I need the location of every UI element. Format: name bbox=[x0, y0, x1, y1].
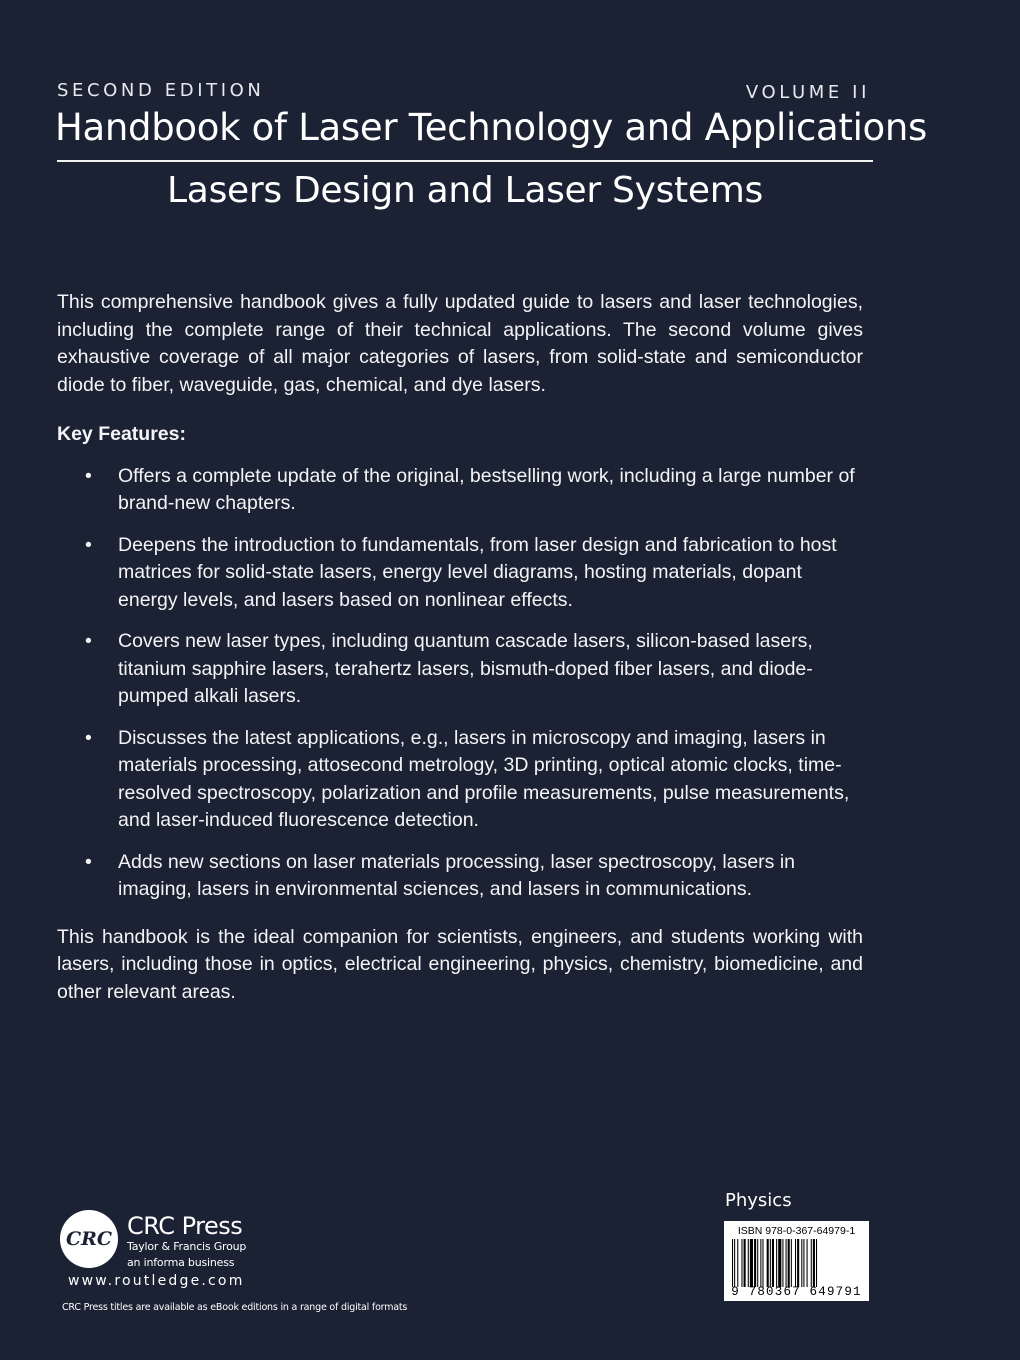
key-features-list bbox=[57, 463, 863, 904]
description-paragraph: This comprehensive handbook gives a fully updated guide to lasers and laser technologies, including the complete range of their technical applications. The second volume gives exhaustive coverage of all major categories of lasers, from solid-state and semiconductor diode to fiber, waveguide, gas, chemical, and dye lasers. bbox=[57, 291, 863, 396]
barcode-bar bbox=[772, 1239, 774, 1287]
barcode-bar bbox=[748, 1239, 749, 1287]
edition-label: SECOND EDITION bbox=[57, 80, 265, 101]
barcode-bar bbox=[795, 1239, 796, 1287]
barcode-bar bbox=[754, 1239, 756, 1287]
crc-logo-icon: CRC bbox=[60, 1210, 118, 1268]
barcode-bar bbox=[760, 1239, 761, 1287]
list-item bbox=[57, 628, 863, 711]
bullet-icon: • bbox=[85, 464, 92, 487]
feature-text: Offers a complete update of the original, bestselling work, including a large number of brand-new chapters. bbox=[118, 464, 855, 514]
blurb bbox=[57, 289, 863, 1006]
barcode-bar bbox=[757, 1239, 758, 1287]
barcode-bar bbox=[801, 1239, 802, 1287]
list-item bbox=[57, 849, 863, 904]
barcode-digits: 9 780367 649791 bbox=[731, 1285, 862, 1299]
book-title: Handbook of Laser Technology and Applications bbox=[55, 106, 928, 149]
barcode-bar bbox=[816, 1239, 817, 1287]
publisher-name: CRC Press bbox=[127, 1212, 243, 1240]
barcode-bars-icon bbox=[730, 1239, 863, 1287]
bullet-icon: • bbox=[85, 630, 92, 652]
barcode-bar bbox=[737, 1239, 738, 1287]
barcode-bar bbox=[791, 1239, 792, 1287]
ebook-note: CRC Press titles are available as eBook editions in a range of digital formats bbox=[62, 1302, 408, 1313]
barcode-bar bbox=[778, 1239, 781, 1287]
barcode-bar bbox=[741, 1239, 742, 1287]
bullet-icon: • bbox=[85, 533, 92, 556]
volume-label: VOLUME II bbox=[745, 82, 870, 103]
barcode-bar bbox=[750, 1239, 753, 1287]
list-item bbox=[57, 725, 863, 835]
feature-text: Adds new sections on laser materials processing, laser spectroscopy, lasers in imaging, lasers in environmental sciences, and lasers in communications. bbox=[118, 850, 796, 900]
feature-text: Discusses the latest applications, e.g., lasers in microscopy and imaging, lasers in materials processing, attosecond metrology, 3D printing, optical atomic clocks, time-resolved spectroscopy, polarization and profile measurements, pulse measurements, and laser-induced fluorescence detection. bbox=[118, 726, 850, 831]
barcode-bar bbox=[732, 1239, 733, 1287]
key-features-heading: Key Features: bbox=[57, 423, 186, 445]
list-item bbox=[57, 532, 863, 615]
list-item bbox=[57, 463, 863, 518]
bullet-icon: • bbox=[85, 850, 92, 873]
subject-category: Physics bbox=[725, 1190, 792, 1211]
barcode-bar bbox=[786, 1239, 787, 1287]
barcode-bar bbox=[797, 1239, 799, 1287]
barcode-bar bbox=[811, 1239, 812, 1287]
barcode-bar bbox=[776, 1239, 777, 1287]
title-divider bbox=[57, 160, 873, 162]
feature-text: Deepens the introduction to fundamentals, from laser design and fabrication to host matrices for solid-state lasers, energy level diagrams, hosting materials, dopant energy levels, and lasers based on nonlinear effects. bbox=[118, 533, 837, 611]
barcode-bar bbox=[770, 1239, 771, 1287]
publisher-group: Taylor & Francis Group bbox=[127, 1240, 247, 1253]
barcode-bar bbox=[803, 1239, 804, 1287]
barcode-bar bbox=[734, 1239, 735, 1287]
closing-paragraph: This handbook is the ideal companion for scientists, engineers, and students working with lasers, including those in optics, electrical engineering, physics, chemistry, biomedicine, and other relevant areas. bbox=[57, 925, 863, 1003]
barcode-bar bbox=[788, 1239, 790, 1287]
isbn-label: ISBN 978-0-367-64979-1 bbox=[737, 1225, 856, 1237]
barcode-bar bbox=[762, 1239, 763, 1287]
isbn-barcode bbox=[724, 1221, 869, 1301]
publisher-informa: an informa business bbox=[127, 1256, 235, 1269]
bullet-icon: • bbox=[85, 726, 92, 749]
barcode-bar bbox=[767, 1239, 769, 1287]
barcode-bar bbox=[744, 1239, 746, 1287]
barcode-bar bbox=[807, 1239, 808, 1287]
publisher-url[interactable]: www.routledge.com bbox=[68, 1273, 245, 1289]
barcode-bar bbox=[782, 1239, 783, 1287]
barcode-bar bbox=[813, 1239, 815, 1287]
feature-text: Covers new laser types, including quantum cascade lasers, silicon-based lasers, titanium sapphire lasers, terahertz lasers, bismuth-doped fiber lasers, and diode-pumped alkali lasers. bbox=[118, 630, 813, 707]
book-subtitle: Lasers Design and Laser Systems bbox=[167, 170, 763, 211]
